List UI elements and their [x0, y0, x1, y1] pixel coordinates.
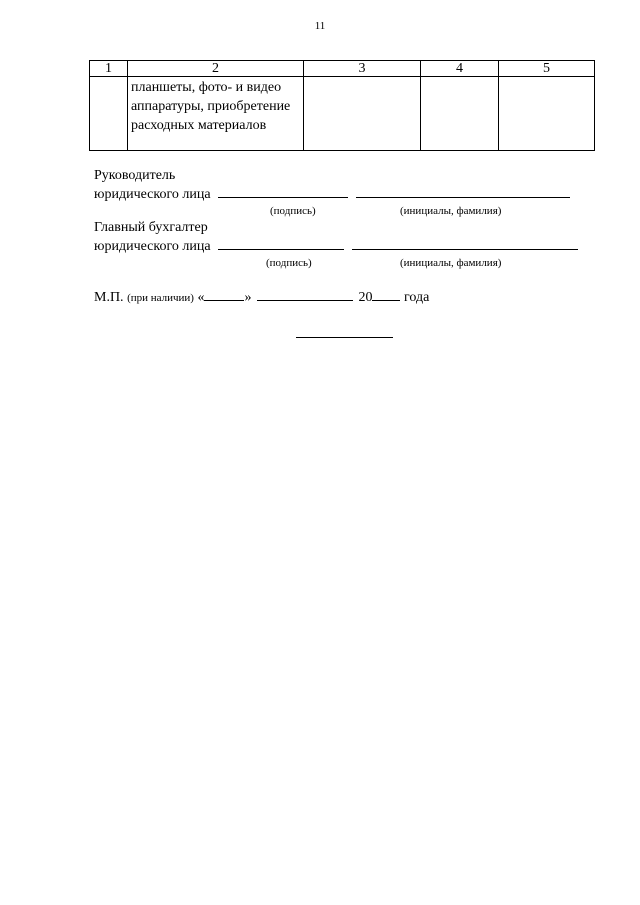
year-prefix: 20: [358, 290, 373, 305]
accountant-signature-field[interactable]: [218, 237, 344, 250]
row-cell-2: планшеты, фото- и видео аппаратуры, приобретение расходных материалов: [128, 77, 304, 151]
document-table: [89, 60, 595, 151]
head-signature-field[interactable]: [218, 185, 348, 198]
head-caption-signature: (подпись): [270, 205, 316, 217]
table-row: [90, 77, 595, 151]
row-cell-1: [90, 77, 128, 151]
header-cell-3: 3: [304, 61, 421, 77]
close-quote: »: [244, 290, 252, 305]
head-name-field[interactable]: [356, 185, 570, 198]
end-divider: [296, 337, 393, 338]
row-cell-5: [499, 77, 595, 151]
head-caption-name: (инициалы, фамилия): [400, 205, 502, 217]
header-cell-2: 2: [128, 61, 304, 77]
accountant-title-line2-row: [94, 237, 578, 256]
month-field[interactable]: [257, 288, 353, 301]
open-quote: «: [197, 290, 205, 305]
row-cell-4: [421, 77, 499, 151]
accountant-caption-signature: (подпись): [266, 257, 312, 269]
seal-date-line: [94, 288, 429, 306]
header-cell-5: 5: [499, 61, 595, 77]
header-cell-4: 4: [421, 61, 499, 77]
day-field[interactable]: [204, 288, 244, 301]
head-title-line2: юридического лица: [94, 187, 211, 202]
accountant-title-line2: юридического лица: [94, 239, 211, 254]
year-field[interactable]: [372, 288, 400, 301]
mp-label: М.П.: [94, 290, 124, 305]
year-suffix: года: [403, 290, 430, 305]
row-cell-3: [304, 77, 421, 151]
accountant-caption-name: (инициалы, фамилия): [400, 257, 502, 269]
accountant-title-line1: Главный бухгалтер: [94, 220, 208, 235]
mp-if-any: (при наличии): [127, 292, 194, 304]
head-signature-block: [94, 167, 570, 204]
table-header-row: [90, 61, 595, 77]
head-title-line2-row: [94, 185, 570, 204]
accountant-name-field[interactable]: [352, 237, 578, 250]
accountant-signature-block: [94, 219, 578, 256]
head-title-line1: Руководитель: [94, 168, 176, 183]
header-cell-1: 1: [90, 61, 128, 77]
page-number: 11: [314, 20, 326, 32]
